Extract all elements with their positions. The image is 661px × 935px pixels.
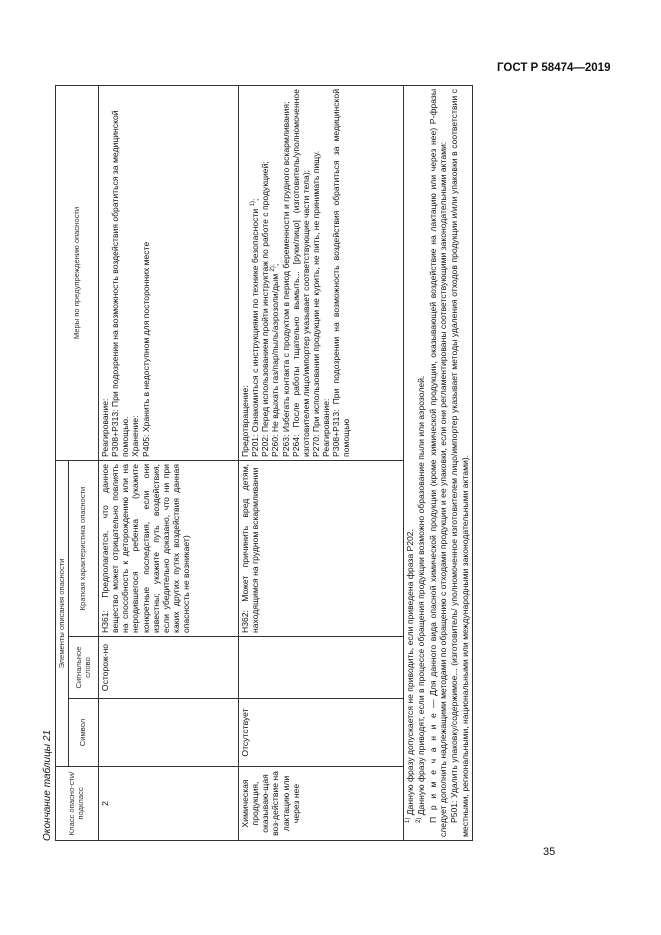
p501-text: Р501: Удалить упаковку/содержимое... (изготовитель/ уполномоченное изготовителем лицо/импортер указывает методы удаления отходов продукции и/или упаковки в соответствии с местными, региональными, национальными или международными законодательными актами). (449, 89, 470, 837)
table-row (99, 86, 239, 841)
p260-footnote-mark: 2) (270, 266, 277, 272)
footnote-2-text: Данную фразу приводят, если в процессе обращения продукции возможно образование пыли или аэрозолей. (416, 375, 427, 816)
row2-signal (239, 637, 404, 699)
footnote-2 (416, 89, 426, 837)
header-signal: Сигнальное слово (69, 637, 99, 699)
row1-brief: Н361: Предполагается, что данное вещество может отрицательно повлиять на способность к деторождению или на неродившегося ребенка (укажите конкретные последствия, если они известны; укажите путь воздействия, если убедительно доказано, что ни при каких других путях воздействия данная опасность не возникает) (99, 461, 239, 637)
table-caption: Окончание таблицы 21 (42, 729, 53, 841)
row1-measure-line: Р308+Р313: При подозрении на возможность воздействия обратиться за медицинской помощью. (110, 110, 131, 457)
p260-text: Р260: Не вдыхать газ/пар/пыль/аэрозоли/дым (270, 273, 281, 457)
row2-measures (239, 86, 404, 461)
header-measures: Меры по предупреждению опасности (56, 86, 99, 461)
row1-measure-line: Р405: Хранить в недоступном для посторонних месте (140, 241, 151, 457)
header-elements: Элементы описания опасности (56, 461, 69, 767)
landscape-table-area (41, 86, 623, 841)
row2-measure-p202: Р202: Перед использованием пройти инструктаж по работе с продукцией; (260, 161, 271, 457)
row2-brief: Н362: Может причинить вред детям, находящимся на грудном вскармливании (239, 461, 404, 637)
note-label: П р и м е ч а н и е (427, 711, 438, 823)
row2-prevention-label: Предотвращение: (240, 385, 250, 457)
header-brief: Краткая характеристика опасности (69, 461, 99, 637)
row1-class: 2 (99, 767, 239, 841)
row1-signal: Осторож-но (99, 637, 239, 699)
footnote-1-text: Данную фразу допускается не приводить, если приведена фраза Р202. (405, 529, 415, 816)
row2-symbol: Отсутствует (239, 699, 404, 767)
row2-response-label: Реагирование: (321, 398, 332, 457)
row2-measure-p270: Р270: При использовании продукции не курить, не пить, не принимать пищу. (310, 150, 321, 457)
row2-measure-p260: Р260: Не вдыхать газ/пар/пыль/аэрозоли/дым $^{2)}$; (270, 263, 281, 457)
row2-measure-p308: Р308+Р313: При подозрении на возможность воздействия обратиться за медицинской помощью (331, 89, 352, 457)
header-class: Класс опасно-сти/ подкласс (56, 767, 99, 841)
p201-text: Р201: Ознакомиться с инструкциями по технике безопасности (250, 208, 261, 457)
hazard-table (55, 85, 473, 841)
p501-paragraph (449, 89, 470, 837)
row1-measures (99, 86, 239, 461)
row2-measure-p264: Р264: После работы тщательно вымыть... [руки/лицо] (изготовитель/уполномоченное изготовителем лицо/импортер указывает соответствующие части тела); (290, 89, 311, 457)
header-symbol: Символ (69, 699, 99, 767)
footnote-1-mark: 1) (405, 817, 412, 823)
p201-footnote-mark: 1) (250, 201, 257, 207)
rotated-page-content (41, 86, 623, 841)
row1-measure-line: Реагирование: (100, 398, 110, 457)
row2-measure-p201: Р201: Ознакомиться с инструкциями по технике безопасности $^{1)}$; (250, 198, 261, 457)
footnote-1 (405, 89, 415, 837)
note-paragraph (428, 89, 449, 837)
footnote-2-mark: 2) (416, 817, 423, 823)
row2-measure-p263: Р263: Избегать контакта с продуктом в период беременности и грудного вскармливания; (280, 101, 291, 457)
notes-row (404, 86, 473, 841)
row2-class: Химическая продукция, оказываю-щая воз-действие на лактацию или через нее (239, 767, 404, 841)
row1-symbol (99, 699, 239, 767)
page-number: 35 (543, 846, 556, 858)
standard-number: ГОСТ Р 58474—2019 (497, 62, 611, 74)
table-row (239, 86, 404, 841)
row1-measure-line: Хранение: (130, 415, 141, 457)
note-text: — Для данного вида опасной химической продукции (кроме химической продукции, оказывающей воздействие на лактацию или через нее) Р-фразы следует дополнить надлежащими методами по обращению с отходами продукции и ее упаковки, если они регламентированы соответствующими законодательными актами: (427, 89, 448, 837)
table-notes (404, 86, 473, 841)
